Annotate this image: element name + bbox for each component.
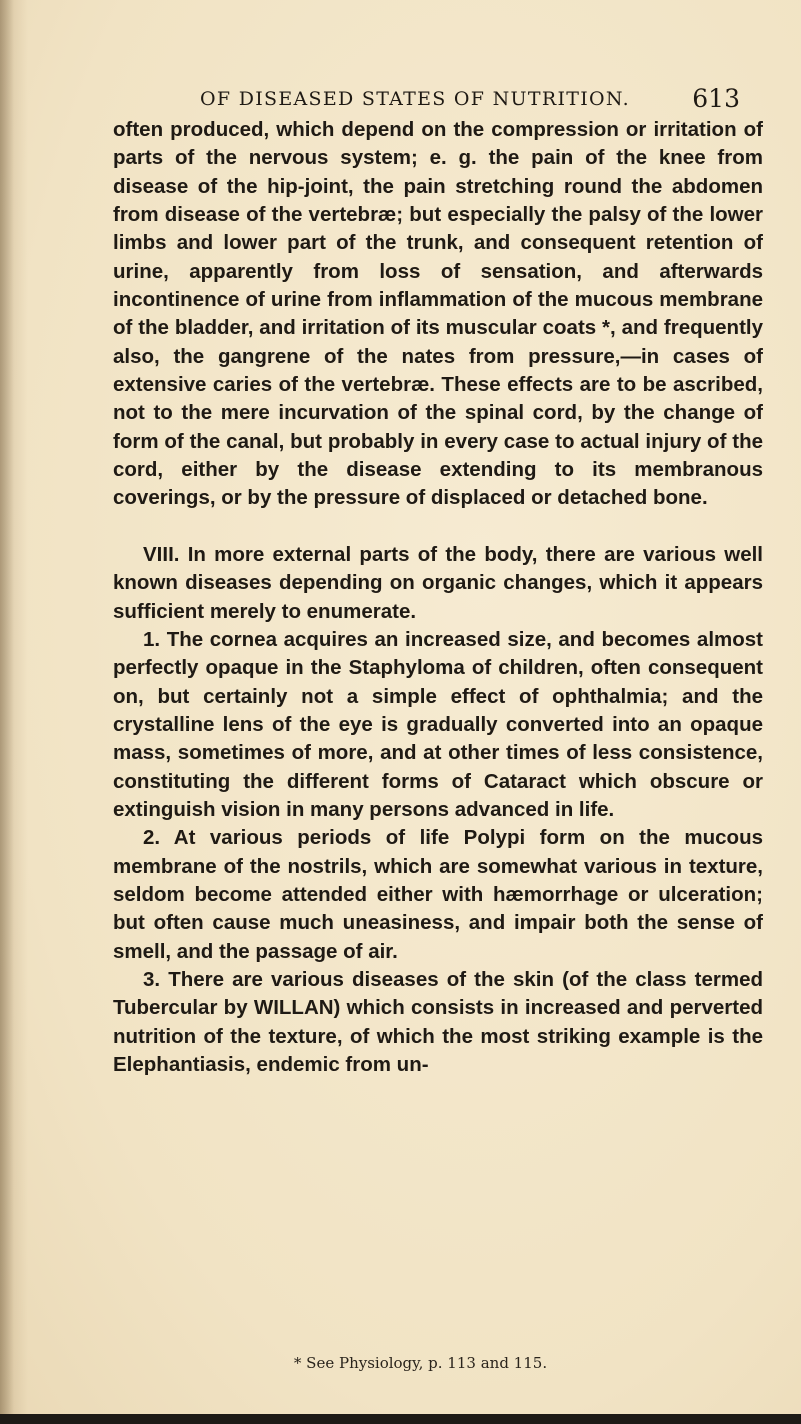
paragraph-item-3: 3. There are various diseases of the skin (of the class termed Tubercular by WILLAN) which consists in increased and perverted nutrition of the texture, of which the most striking example is the Elephantiasis, endemic from un- [113, 967, 763, 1076]
binding-shadow [0, 0, 14, 1424]
body-text [113, 116, 763, 1079]
bottom-edge [0, 1414, 801, 1424]
paragraph-item-2: 2. At various periods of life Polypi form on the mucous membrane of the nostrils, which are somewhat various in texture, seldom become attended either with hæmorrhage or ulceration; but often cause much uneasiness, and impair both the sense of smell, and the passage of air. [113, 826, 763, 963]
running-title: OF DISEASED STATES OF NUTRITION. [200, 88, 630, 110]
footnote: * See Physiology, p. 113 and 115. [293, 1354, 548, 1372]
page-number: 613 [692, 84, 740, 113]
page-header [200, 84, 740, 118]
paragraph-continuation: often produced, which depend on the compression or irritation of parts of the nervous system; e. g. the pain of the knee from disease of the hip-joint, the pain stretching round the abdomen from disease of the vertebræ; but especially the palsy of the lower limbs and lower part of the trunk, and consequent retention of urine, apparently from loss of sensation, and afterwards incontinence of urine from inflammation of the mucous membrane of the bladder, and irritation of its muscular coats *, and frequently also, the gangrene of the nates from pressure,—in cases of extensive caries of the vertebræ. These effects are to be ascribed, not to the mere incurvation of the spinal cord, by the change of form of the canal, but probably in every case to actual injury of the cord, either by the disease extending to its membranous coverings, or by the pressure of displaced or detached bone. [113, 118, 763, 510]
paragraph-item-1: 1. The cornea acquires an increased size, and becomes almost perfectly opaque in the Staphyloma of children, often consequent on, but certainly not a simple effect of ophthalmia; and the crystalline lens of the eye is gradually converted into an opaque mass, sometimes of more, and at other times of less consistence, constituting the different forms of Cataract which obscure or extinguish vision in many persons advanced in life. [113, 627, 763, 821]
paragraph-section-viii: VIII. In more external parts of the body, there are various well known diseases depending on organic changes, which it appears sufficient merely to enumerate. [113, 542, 763, 623]
